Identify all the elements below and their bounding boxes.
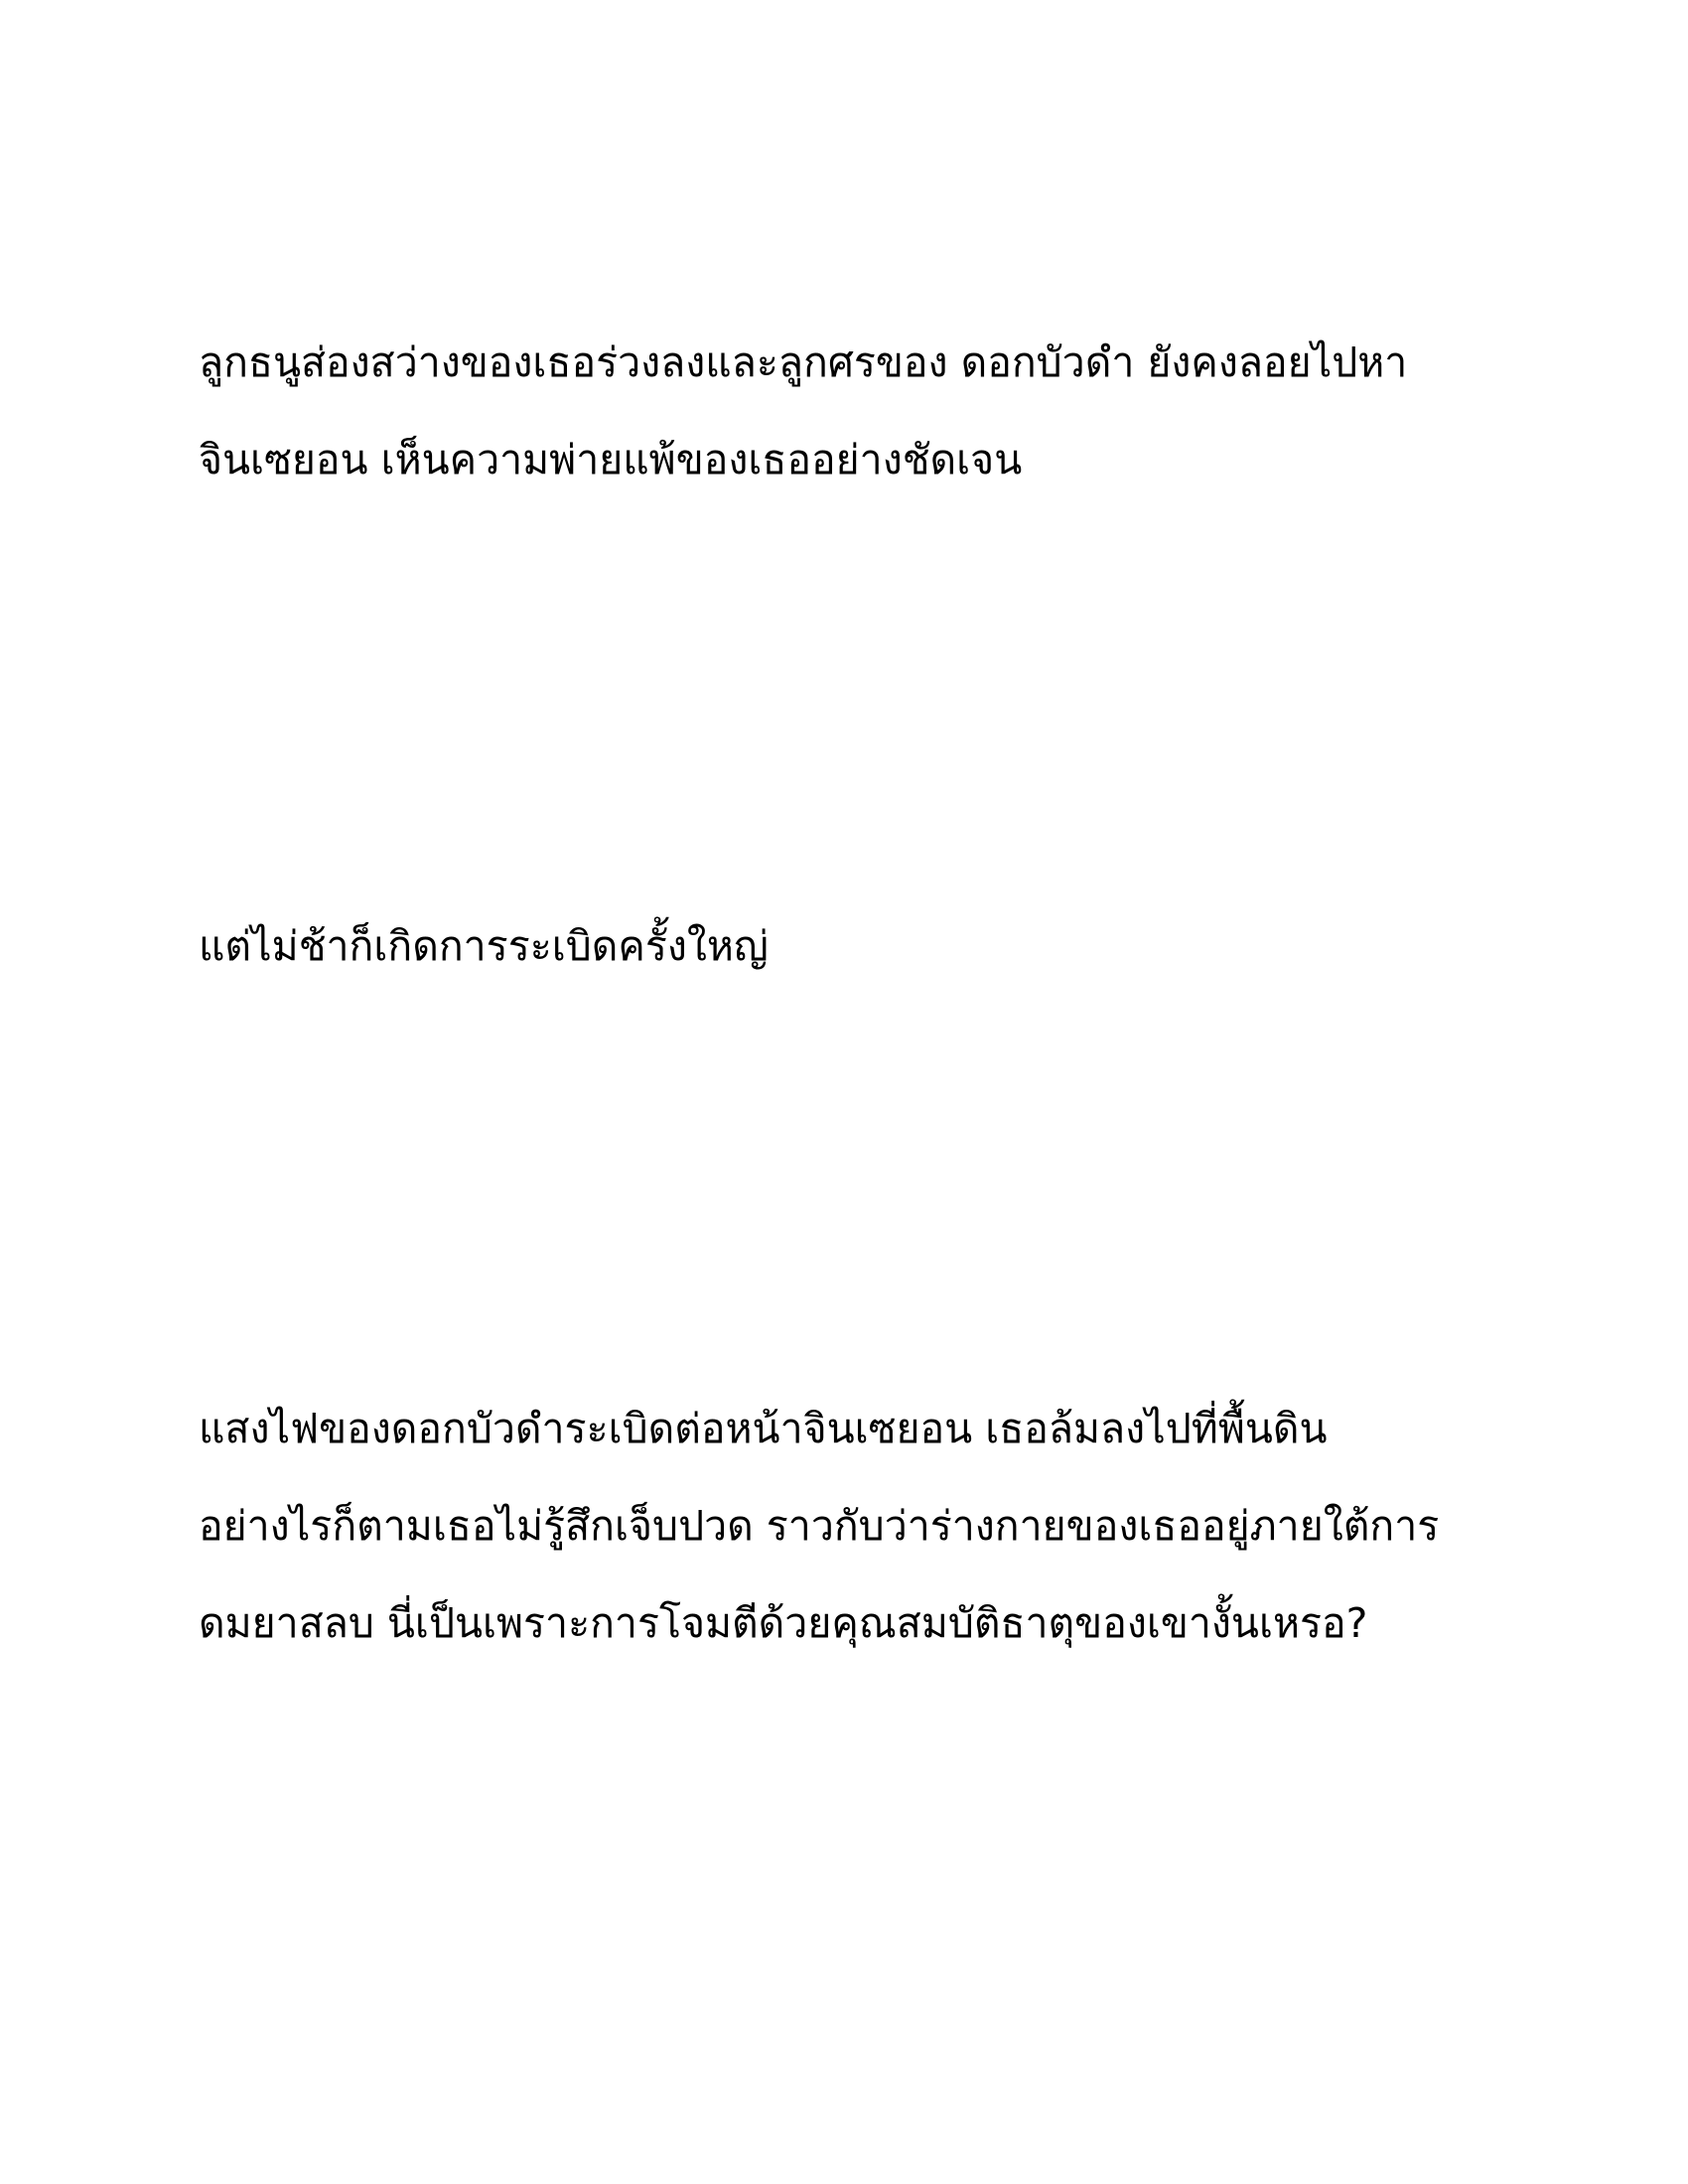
text-line: ดมยาสลบ นี่เป็นเพราะการโจมตีด้วยคุณสมบัติธาตุของเขางั้นเหรอ? [199, 1599, 1368, 1647]
text-line: แต่ไม่ช้าก็เกิดการระเบิดครั้งใหญ่ [199, 922, 769, 970]
text-line: แสงไฟของดอกบัวดำระเบิดต่อหน้าจินเซยอน เธอล้มลงไปที่พื้นดิน [199, 1405, 1328, 1452]
text-line: จินเซยอน เห็นความพ่ายแพ้ของเธออย่างชัดเจน [199, 436, 1023, 483]
paragraph [199, 1380, 1509, 1672]
text-line: อย่างไรก็ตามเธอไม่รู้สึกเจ็บปวด ราวกับว่าร่างกายของเธออยู่ภายใต้การ [199, 1502, 1440, 1550]
paragraph [199, 314, 1509, 508]
paragraph [199, 897, 1509, 995]
text-line: ลูกธนูส่องสว่างของเธอร่วงลงและลูกศรของ ดอกบัวดำ ยังคงลอยไปหา [199, 339, 1408, 386]
